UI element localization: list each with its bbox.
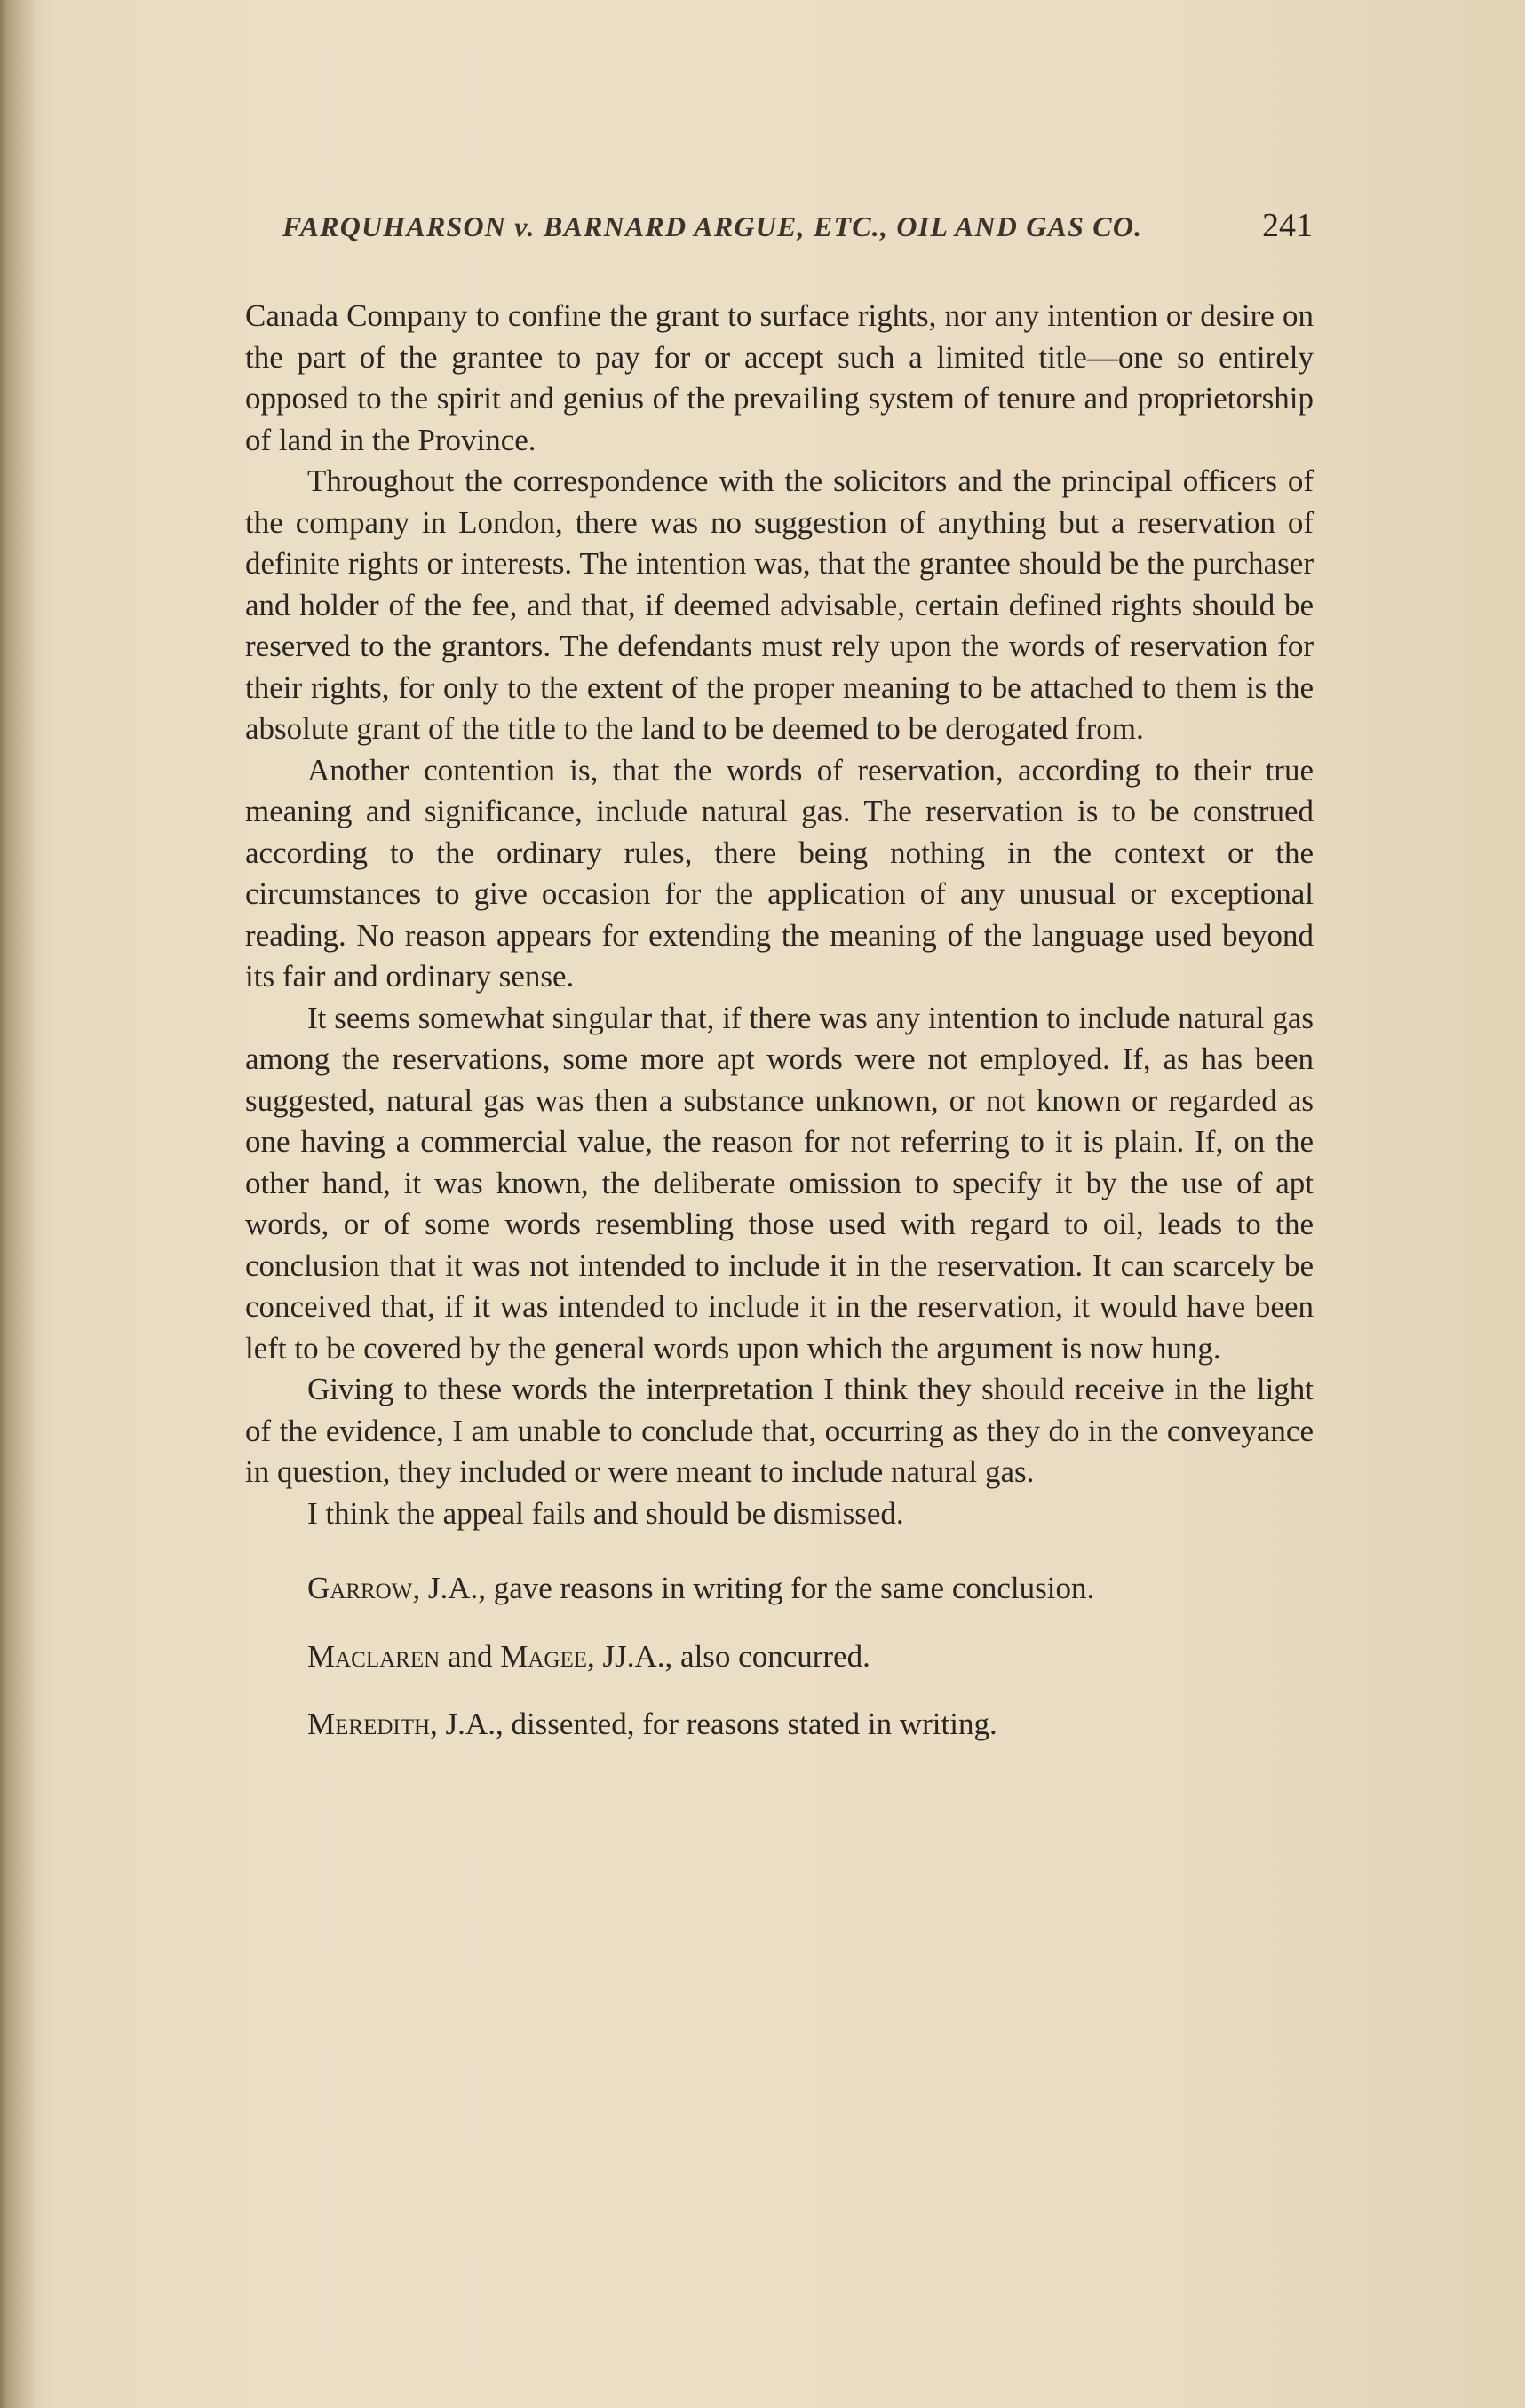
running-head [282, 206, 1313, 259]
connector-text: and [440, 1638, 501, 1674]
judge-name: Meredith [307, 1707, 431, 1741]
concurrence-text: , JJ.A., also concurred. [587, 1638, 870, 1674]
running-title: FARQUHARSON v. BARNARD ARGUE, ETC., OIL AND GAS CO. [282, 210, 1143, 242]
binding-gutter [0, 0, 36, 2408]
concurrence-maclaren-magee [245, 1636, 1314, 1678]
paragraph-conclusion: I think the appeal fails and should be dismissed. [307, 1495, 904, 1531]
paragraph-contention: Another contention is, that the words of reservation, according to their true meaning and significance, include natural gas. The reservation is to be construed according to the ordinary rules, there being nothing in the context or the circumstances to give occasion for the application of any unusual or exceptional reading. No reason appears for extending the meaning of the language used beyond its fair and ordinary sense. [245, 752, 1314, 994]
dissent-meredith [245, 1704, 1314, 1746]
judge-name: Garrow [307, 1571, 413, 1605]
paragraph-singular: It seems somewhat singular that, if there was any intention to include natural gas among the reservations, some more apt words were not employed. If, as has been suggested, natural gas was then a substance unknown, or not known or regarded as one having a commercial value, the reason for not referring to it is plain. If, on the other hand, it was known, the deliberate omission to specify it by the use of apt words, or of some words resembling those used with regard to oil, leads to the conclusion that it was not intended to include it in the reservation. It can scarcely be conceived that, if it was intended to include it in the reservation, it would have been left to be covered by the general words upon which the argument is now hung. [245, 1000, 1314, 1366]
dissent-text: , J.A., dissented, for reasons stated in writing. [430, 1707, 997, 1741]
paragraph-correspondence: Throughout the correspondence with the solicitors and the principal officers of the company in London, there was no suggestion of anything but a reservation of definite rights or interests. The intention was, that the grantee should be the purchaser and holder of the fee, and that, if deemed advisable, certain defined rights should be reserved to the grantors. The defendants must rely upon the words of reservation for their rights, for only to the extent of the proper meaning to be attached to them is the absolute grant of the title to the land to be deemed to be derogated from. [245, 463, 1314, 746]
body-text [245, 296, 1314, 1746]
judge-name: Magee [500, 1638, 588, 1674]
judge-name: Maclaren [307, 1638, 441, 1674]
concurrence-text: , J.A., gave reasons in writing for the same conclusion. [412, 1571, 1095, 1605]
concurrence-garrow [245, 1568, 1314, 1610]
paragraph-continuation: Canada Company to confine the grant to surface rights, nor any intention or desire on the part of the grantee to pay for or accept such a limited title—one so entirely opposed to the spirit and genius of the prevailing system of tenure and proprietorship of land in the Province. [245, 298, 1314, 457]
page-number: 241 [1262, 207, 1313, 244]
paragraph-interpretation: Giving to these words the interpretation I think they should receive in the light of the evidence, I am unable to conclude that, occurring as they do in the conveyance in question, they included or were meant to include natural gas. [245, 1372, 1314, 1489]
